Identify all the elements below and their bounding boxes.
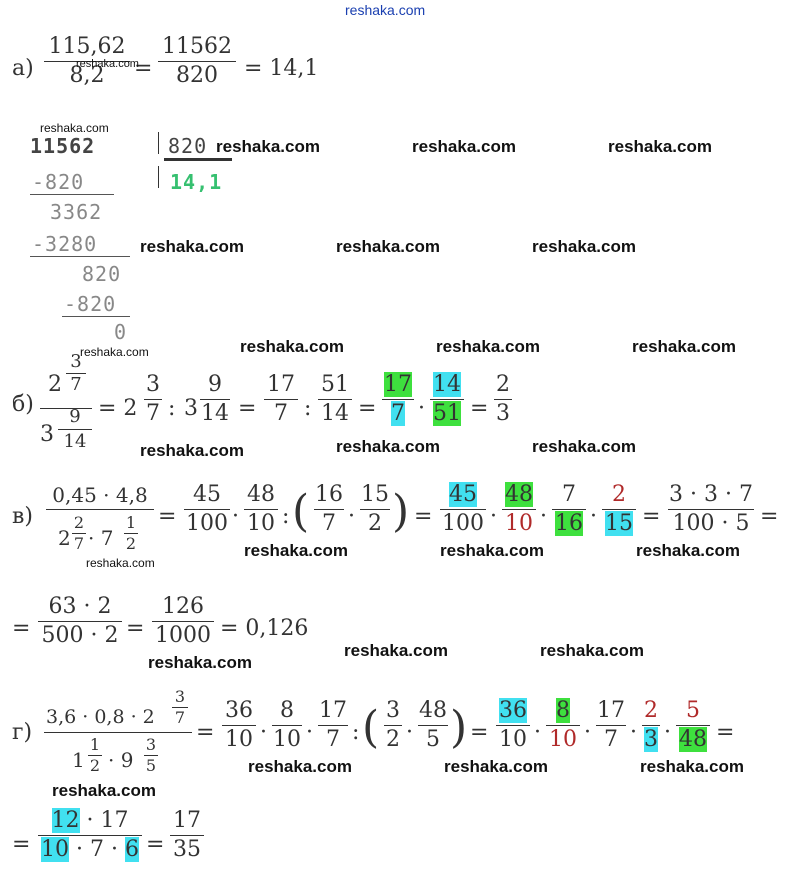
watermark: reshaka.com — [632, 337, 736, 356]
division-step: 820 — [82, 262, 122, 286]
watermark: reshaka.com — [248, 757, 352, 776]
part-g-label: г) — [12, 720, 33, 745]
watermark: reshaka.com — [636, 541, 740, 560]
division-step: 0 — [114, 320, 128, 344]
watermark: reshaka.com — [336, 437, 440, 456]
watermark: reshaka.com — [444, 757, 548, 776]
watermark: reshaka.com — [640, 757, 744, 776]
division-step: -820 — [32, 170, 85, 194]
watermark: reshaka.com — [608, 137, 712, 156]
watermark: reshaka.com — [336, 237, 440, 256]
division-step: -820 — [64, 292, 117, 316]
watermark: reshaka.com — [532, 237, 636, 256]
watermark: reshaka.com — [216, 137, 320, 156]
watermark: reshaka.com — [244, 541, 348, 560]
part-a-label: а) — [12, 56, 34, 81]
division-step: -3280 — [32, 232, 98, 256]
site-link[interactable]: reshaka.com — [345, 2, 426, 18]
division-divisor: 820 — [168, 134, 208, 158]
part-g-result: 17 35 — [170, 808, 204, 863]
watermark: reshaka.com — [532, 437, 636, 456]
watermark: reshaka.com — [540, 641, 644, 660]
watermark: reshaka.com — [440, 541, 544, 560]
watermark: reshaka.com — [86, 556, 155, 570]
division-step: 3362 — [50, 200, 103, 224]
part-a-fraction-1: 115,62 8,2 — [44, 34, 130, 89]
division-dividend: 11562 — [30, 134, 96, 158]
watermark: reshaka.com — [148, 653, 252, 672]
watermark: reshaka.com — [436, 337, 540, 356]
watermark: reshaka.com — [52, 781, 156, 800]
watermark: reshaka.com — [412, 137, 516, 156]
part-a-fraction-2: 11562 820 — [158, 34, 236, 89]
part-v-main-fraction: 0,45 · 4,8 — [46, 482, 154, 537]
watermark: reshaka.com — [40, 121, 109, 135]
watermark: reshaka.com — [344, 641, 448, 660]
part-b-label: б) — [12, 392, 34, 417]
part-v-result: = 0,126 — [220, 616, 309, 641]
part-a-result: = 14,1 — [244, 56, 319, 81]
watermark: reshaka.com — [240, 337, 344, 356]
part-v-label: в) — [12, 504, 33, 529]
watermark: reshaka.com — [80, 345, 149, 359]
watermark: reshaka.com — [140, 441, 244, 460]
watermark: reshaka.com — [140, 237, 244, 256]
division-quotient: 14,1 — [170, 170, 223, 194]
watermark: reshaka.com — [76, 58, 139, 70]
